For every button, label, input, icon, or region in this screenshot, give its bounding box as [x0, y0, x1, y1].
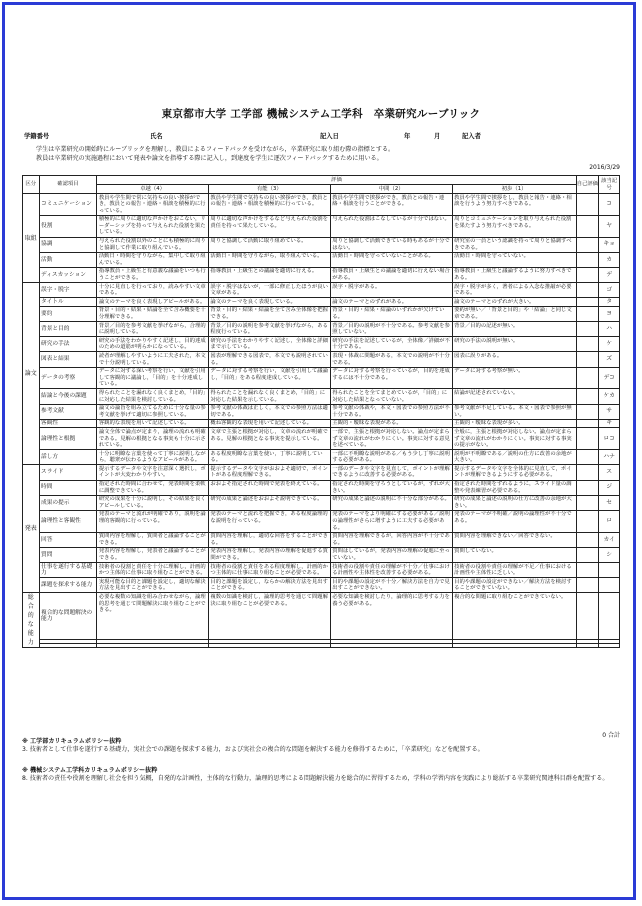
level-2-cell: 得られたことを全てまとめているが，「目的」に対応した結果となっていない。: [330, 389, 452, 404]
level-3-cell: 質問内容を理解し，適切な回答をすることができる。: [208, 532, 330, 547]
self-eval-cell[interactable]: [576, 337, 599, 352]
level-3-cell: [208, 644, 330, 648]
level-1-cell: 技術者の役割や責任の理解が不足／仕事における計画性や主体性に乏しい。: [452, 563, 576, 578]
level-4-cell: データに対する深い考察を行い，文献を引用して客観的に議論し，「目的」を十分達成している。: [97, 367, 209, 389]
item-cell: 回答: [39, 532, 97, 547]
level-2-cell: 研究の成果と論述の説明に不十分な部分がある。: [330, 495, 452, 510]
rubric-body: [23, 194, 620, 648]
self-eval-cell[interactable]: [576, 298, 599, 307]
self-eval-cell[interactable]: [576, 547, 599, 562]
level-4-cell: 読者が理解しやすいように工夫された，本文で十分説明している。: [97, 352, 209, 367]
level-1-cell: [452, 644, 576, 648]
level-2-cell: 参考文献の体裁や，本文・図表での参照方法が不十分である。: [330, 404, 452, 419]
level-3-cell: 研究の手法をわかりやすく記述し，全体像と詳細まで示している。: [208, 337, 330, 352]
item-cell: データの考察: [39, 367, 97, 389]
intro-text: [36, 146, 616, 163]
level-1-cell: 論文のテーマとのずれが大きい。: [452, 298, 576, 307]
level-2-cell: 与えられた役割はこなしているが十分ではない。: [330, 215, 452, 237]
level-4-cell: 研究の手法をわかりやすく記述し，目的達成のための道筋が明らかになっている。: [97, 337, 209, 352]
page-title: 東京都市大学 工学部 機械システム工学科 卒業研究ルーブリック: [161, 108, 481, 120]
level-4-cell: 論文全体で論点が定まり，論理の流れも明確である。見解の根拠となる事実も十分に示されている。: [97, 428, 209, 450]
level-2-cell: 周りと協調して活動できている時もあるが十分ではない。: [330, 237, 452, 252]
level-1-cell: データに対する考察が無い。: [452, 367, 576, 389]
header-item: 確認項目: [39, 176, 97, 194]
self-eval-cell[interactable]: [576, 419, 599, 428]
level-2-cell: 技術者の役割や責任の理解が不十分／仕事における計画性や主体性を改善する必要がある。: [330, 563, 452, 578]
item-cell: 結論と今後の課題: [39, 389, 97, 404]
rubric-row: [23, 267, 620, 282]
level-3-cell: 活動日・時間を守りながら，取り組んでいる。: [208, 252, 330, 267]
self-eval-cell[interactable]: [576, 495, 599, 510]
level-3-cell: 発表内容を理解し，発表内容の理解を促進する質問ができる。: [208, 547, 330, 562]
rubric-row: [23, 215, 620, 237]
level-4-cell: 研究の成果を十分に説明し，その結果を良くアピールしている。: [97, 495, 209, 510]
item-cell: コミュニケーション: [39, 194, 97, 216]
item-cell: 複合的な問題解決の能力: [39, 593, 97, 639]
self-eval-cell[interactable]: [576, 215, 599, 237]
level-1-cell: 指導教員・上級生と議論するように努力すべきである。: [452, 267, 576, 282]
level-1-cell: 結論が記述されていない。: [452, 389, 576, 404]
code-cell: ハナ: [599, 450, 620, 465]
level-2-cell: 主観的・曖昧な表現がある。: [330, 419, 452, 428]
level-4-cell: 質問内容を理解し，質問者と議論することができる。: [97, 532, 209, 547]
level-1-cell: 全般に，主張と根拠が対応しない。論点が定まらず文章の流れがわかりにくい。事実に対する事実の提示がない。: [452, 428, 576, 450]
level-2-cell: 表現・体裁に問題がある，本文での説明が不十分である。: [330, 352, 452, 367]
code-cell: ジ: [599, 480, 620, 495]
intro-line: 学生は卒業研究の開始時にルーブリックを理解し，教員によるフィードバックを受けながら，卒業研究に取り組む際の指標とする。: [36, 146, 395, 153]
level-2-cell: 一部で，主張と根拠が対応しない。論点が定まらず文章の流れがわかりにくい。事実に対する意見を述べている。: [330, 428, 452, 450]
header-evaluation: 評価: [97, 176, 576, 185]
level-3-cell: 指導教員・上級生との議論を適切に行える。: [208, 267, 330, 282]
code-cell: デ: [599, 267, 620, 282]
rubric-row: [23, 563, 620, 578]
level-2-cell: 質問はしているが，発表内容の理解の促進に至っていない。: [330, 547, 452, 562]
rubric-row: [23, 404, 620, 419]
rubric-row: [23, 194, 620, 216]
rubric-row: [23, 547, 620, 562]
code-cell: ヤ: [599, 215, 620, 237]
item-cell: [39, 644, 97, 648]
self-eval-cell[interactable]: [576, 367, 599, 389]
rubric-row: [23, 532, 620, 547]
code-cell: ロ: [599, 510, 620, 532]
level-1-cell: 目的や課題の設定ができない／解決方法を検討することができていない。: [452, 578, 576, 593]
code-cell: デコ: [599, 367, 620, 389]
policy-notes: [22, 738, 620, 783]
self-eval-cell[interactable]: [576, 306, 599, 321]
code-cell: ハ: [599, 322, 620, 337]
level-2-cell: 指定された時間を守ろうとしているが，ずれが大きい。: [330, 480, 452, 495]
code-cell: コ: [599, 194, 620, 216]
level-3-cell: 提示するデータや文字がおおよそ適切で，ポイントがある程度理解できる。: [208, 465, 330, 480]
header-level-1: 初歩（1）: [452, 185, 576, 194]
level-1-cell: 説明が不明瞭である／説明の仕方に改善の余地が大きい。: [452, 450, 576, 465]
rubric-row: [23, 252, 620, 267]
level-3-cell: 周りに適切な声かけをするなど与えられた役割を責任を持って果たしている。: [208, 215, 330, 237]
self-eval-cell[interactable]: [576, 322, 599, 337]
level-3-cell: 論文のテーマを良く表現している。: [208, 298, 330, 307]
intro-line: 教員は卒業研究の実施過程において発表や論文を指導する際に記入し，到達度を学生に逐次フィードバックするために用いる。: [36, 154, 383, 162]
self-eval-cell[interactable]: [576, 563, 599, 578]
level-1-cell: 研究の成果と論述の説明の仕方に改善の余地が大きい。: [452, 495, 576, 510]
rubric-row: [23, 495, 620, 510]
self-eval-cell[interactable]: [576, 237, 599, 252]
item-cell: 論理性と客観性: [39, 510, 97, 532]
level-4-cell: 発表のテーマと流れが明確であり，説明を論理的客観的に行っている。: [97, 510, 209, 532]
rubric-row: [23, 510, 620, 532]
code-cell: [599, 563, 620, 578]
year-label: 年: [404, 133, 411, 140]
item-cell: 参考文献: [39, 404, 97, 419]
code-cell: ケカ: [599, 389, 620, 404]
header-self-eval: 自己評価: [576, 176, 599, 194]
rubric-row: [23, 428, 620, 450]
self-eval-cell[interactable]: [576, 428, 599, 450]
header-level-3: 有能（3）: [208, 185, 330, 194]
rubric-row: [23, 283, 620, 298]
item-cell: スライド: [39, 465, 97, 480]
rubric-row: [23, 237, 620, 252]
code-cell: [599, 644, 620, 648]
self-eval-cell[interactable]: [576, 593, 599, 639]
item-cell: 研究の手法: [39, 337, 97, 352]
level-4-cell: 提示するデータや文字を注意深く選択し，ポイントが大変わかりやすい。: [97, 465, 209, 480]
level-4-cell: 指導教員・上級生と有意義な議論をいつも行うことができる。: [97, 267, 209, 282]
code-cell: ス: [599, 465, 620, 480]
item-cell: ディスカッション: [39, 267, 97, 282]
item-cell: 役割: [39, 215, 97, 237]
level-3-cell: データに対する考察を行い，文献を引用して議論し，「目的」をある程度達成している。: [208, 367, 330, 389]
level-4-cell: 積極的に周りに適切な声かけをおこない，リーダーシップを持って与えられた役割を果たしている。: [97, 215, 209, 237]
level-3-cell: 概ね客観的な表現を用いて記述している。: [208, 419, 330, 428]
level-2-cell: データに対する考察を行っているが，目的を達成するには不十分である。: [330, 367, 452, 389]
level-4-cell: 活動日・時間を守りながら，集中して取り組んでいる。: [97, 252, 209, 267]
page-frame: [2, 2, 636, 900]
rubric-row: [23, 450, 620, 465]
policy1-text: 3. 技術者として仕事を遂行する基礎力，実社会での課題を探求する能力，および実社会の複合的な問題を解決する能力を修得するために，「卒業研究」などを配置する。: [22, 746, 484, 753]
category-cell: 発表: [23, 465, 40, 593]
code-cell: シ: [599, 547, 620, 562]
document-date: 2016/3/29: [589, 164, 620, 171]
level-4-cell: 発表内容を理解し，発表者と議論することができる。: [97, 547, 209, 562]
rubric-row: [23, 337, 620, 352]
rubric-row: [23, 593, 620, 639]
month-label: 月: [434, 133, 441, 140]
code-cell: [599, 578, 620, 593]
item-cell: 図表と結果: [39, 352, 97, 367]
rubric-row: [23, 306, 620, 321]
self-eval-cell[interactable]: [576, 480, 599, 495]
level-4-cell: 技術者の役割と責任を十分に理解し，計画的かつ主体的に仕事に取り組むことができる。: [97, 563, 209, 578]
code-cell: サ: [599, 404, 620, 419]
rubric-row: [23, 644, 620, 648]
code-cell: カ: [599, 252, 620, 267]
level-1-cell: 図表に誤りがある。: [452, 352, 576, 367]
level-2-cell: 背景・目的・結果・結論のいずれかが欠けている。: [330, 306, 452, 321]
code-cell: キョ: [599, 237, 620, 252]
item-cell: 論理性と根拠: [39, 428, 97, 450]
code-cell: ロコ: [599, 428, 620, 450]
level-3-cell: 教員や学生間で気持ちの良い挨拶ができ，教員との報告・連絡・相談を積極的に行っている。: [208, 194, 330, 216]
level-2-cell: 必要な知識を検討したり，論理的に思考する力を養う必要がある。: [330, 593, 452, 639]
category-cell: 取組: [23, 194, 40, 283]
code-cell: タ: [599, 298, 620, 307]
level-2-cell: [330, 644, 452, 648]
level-4-cell: 十分に見直しを行っており，読みやすい文章である。: [97, 283, 209, 298]
code-cell: カイ: [599, 532, 620, 547]
level-4-cell: 背景／目的を参考文献を挙げながら，合理的に説明している。: [97, 322, 209, 337]
level-4-cell: 必要な複数の知識を組み合わせながら，論理的思考を通じて問題解決に取り組むことができる。: [97, 593, 209, 639]
self-eval-cell[interactable]: [576, 404, 599, 419]
code-cell: [599, 593, 620, 639]
self-eval-cell[interactable]: [576, 644, 599, 648]
self-eval-cell[interactable]: [576, 194, 599, 216]
name-label: 氏名: [150, 133, 163, 140]
level-4-cell: 論文のテーマを良く表現しアピールがある。: [97, 298, 209, 307]
level-3-cell: 背景・目的・結果・結論を全て含み全体像を把握できる。: [208, 306, 330, 321]
item-cell: 誤字・脱字: [39, 283, 97, 298]
header-category: 区分: [23, 176, 40, 194]
policy1-heading: ※ 工学部カリキュラムポリシー抜粋: [22, 738, 122, 745]
self-eval-cell[interactable]: [576, 578, 599, 593]
writer-label: 記入者: [462, 133, 481, 140]
self-eval-cell[interactable]: [576, 510, 599, 532]
level-3-cell: 参考文献の体裁は正しく，本文での参照方法は適切である。: [208, 404, 330, 419]
item-cell: 時間: [39, 480, 97, 495]
level-1-cell: 研究の手法の説明が無い。: [452, 337, 576, 352]
rubric-row: [23, 465, 620, 480]
level-3-cell: 発表のテーマと流れを把握でき，ある程度論理的な説明を行っている。: [208, 510, 330, 532]
level-4-cell: 実現可能な目的と課題を設定し，適切な解決方法を見出すことができる。: [97, 578, 209, 593]
level-2-cell: 指導教員・上級生との議論を適切に行えない場合がある。: [330, 267, 452, 282]
level-1-cell: 教員や学生間で挨拶をし，教員と報告・連絡・相談を行うよう努力すべきである。: [452, 194, 576, 216]
level-4-cell: 客観的な表現を用いて記述している。: [97, 419, 209, 428]
level-1-cell: 誤字・脱字が多く，著者による入念な推敲が必要である。: [452, 283, 576, 298]
level-1-cell: 提示するデータや文字を全体的に見直して，ポイントが理解できるようにする必要がある。: [452, 465, 576, 480]
level-4-cell: 指定された時間に合わせて，発表時間を柔軟に調整できている。: [97, 480, 209, 495]
level-3-cell: ある程度明瞭な言葉を使い，丁寧に説明している。: [208, 450, 330, 465]
level-3-cell: 背景／目的の説明を参考文献を挙げながら，ある程度行っている。: [208, 322, 330, 337]
category-cell: 論文: [23, 283, 40, 465]
level-2-cell: 背景／目的の説明が不十分である。参考文献を参照していない。: [330, 322, 452, 337]
level-4-cell: 背景・目的・結果・結論を全て含み概要を十分理解できる。: [97, 306, 209, 321]
header-level-4: 卓越（4）: [97, 185, 209, 194]
meta-line: [22, 131, 620, 143]
level-1-cell: 背景／目的の記述が無い。: [452, 322, 576, 337]
code-cell: ヨ: [599, 306, 620, 321]
level-1-cell: 質問内容を理解できない／回答できない。: [452, 532, 576, 547]
level-3-cell: おおよそ指定された時間で発表を終えている。: [208, 480, 330, 495]
code-cell: キ: [599, 419, 620, 428]
code-cell: ケ: [599, 337, 620, 352]
rubric-row: [23, 389, 620, 404]
level-2-cell: 研究の手法を記述しているが，全体像／詳細が不十分である。: [330, 337, 452, 352]
item-cell: 活動: [39, 252, 97, 267]
total-score: 0 合計: [602, 732, 620, 739]
policy2-heading: ※ 機械システム工学科カリキュラムポリシー抜粋: [22, 767, 158, 774]
item-cell: 客観性: [39, 419, 97, 428]
level-1-cell: 参考文献が不足している。本文・図表で参照が無い。: [452, 404, 576, 419]
item-cell: 成果の提示: [39, 495, 97, 510]
level-1-cell: 研究室の一員という認識を持って周りと協調すべきである。: [452, 237, 576, 252]
level-1-cell: 質問していない。: [452, 547, 576, 562]
item-cell: 質問: [39, 547, 97, 562]
code-cell: ズ: [599, 352, 620, 367]
self-eval-cell[interactable]: [576, 252, 599, 267]
item-cell: 仕事を遂行する基礎力: [39, 563, 97, 578]
rubric-row: [23, 322, 620, 337]
entry-date-label: 記入日: [320, 133, 339, 140]
level-1-cell: 発表のテーマが不明確／説明の論理性が不十分である。: [452, 510, 576, 532]
header-code: 該当記号: [599, 176, 620, 194]
item-cell: 背景と目的: [39, 322, 97, 337]
rubric-row: [23, 578, 620, 593]
rubric-row: [23, 419, 620, 428]
level-4-cell: [97, 644, 209, 648]
item-cell: 課題を探求する能力: [39, 578, 97, 593]
rubric-table: [22, 175, 620, 648]
level-4-cell: 論文の論旨を組み立てるために十分な量の参考文献を挙げて適切に参照している。: [97, 404, 209, 419]
level-1-cell: 活動日・時間を守っていない。: [452, 252, 576, 267]
item-cell: タイトル: [39, 298, 97, 307]
level-2-cell: 一部のデータや文字を見直して，ポイントが理解できるように改善する必要がある。: [330, 465, 452, 480]
level-3-cell: 誤字・脱字はないが，一部に修正したほうが良い文章がある。: [208, 283, 330, 298]
level-3-cell: 技術者の役割と責任をある程度理解し，計画的かつ主体的に仕事に取り組むことが必要である。: [208, 563, 330, 578]
code-cell: ゴ: [599, 283, 620, 298]
self-eval-cell[interactable]: [576, 283, 599, 298]
category-cell: 総合的な能力: [23, 593, 40, 648]
code-cell: セ: [599, 495, 620, 510]
self-eval-cell[interactable]: [576, 352, 599, 367]
level-2-cell: 質問内容を理解できるが，回答内容が不十分である。: [330, 532, 452, 547]
level-2-cell: 目的や課題の設定が不十分／解決方法を自力で見出すことができない。: [330, 578, 452, 593]
level-1-cell: 主観的・曖昧な表現が多い。: [452, 419, 576, 428]
item-cell: 話し方: [39, 450, 97, 465]
rubric-row: [23, 298, 620, 307]
level-1-cell: 指定された時間をずれるように，スライド量の調整や発表練習が必要である。: [452, 480, 576, 495]
level-2-cell: 論文のテーマとのずれがある。: [330, 298, 452, 307]
level-4-cell: 教員や学生間で常に気持ちの良い挨拶ができ，教員との報告・連絡・相談を積極的に行っている。: [97, 194, 209, 216]
header-level-2: 中間（2）: [330, 185, 452, 194]
level-3-cell: 得られたことを漏れなく良くまとめ，「目的」に対応した結果を示している。: [208, 389, 330, 404]
self-eval-cell[interactable]: [576, 465, 599, 480]
item-cell: 要約: [39, 306, 97, 321]
rubric-row: [23, 367, 620, 389]
self-eval-cell[interactable]: [576, 450, 599, 465]
level-3-cell: 図表が理解できる図表で，本文でも説明されている。: [208, 352, 330, 367]
level-3-cell: 周りと協調して活動に取り組めている。: [208, 237, 330, 252]
student-id-label: 学籍番号: [24, 133, 50, 140]
level-4-cell: 十分に明瞭な言葉を使って丁寧に説明しながら，聴衆が伝わるようなアピールがある。: [97, 450, 209, 465]
policy2-text: 8. 技術者の責任や役割を理解し社会を担う気概，自発的な計画性，主体的な行動力，論理的思考による問題解決能力を総合的に習得するため，学科の学習内容を実践により総括する卒業研究関連科目群を配置する。: [22, 775, 609, 782]
level-3-cell: 研究の成果と論述をおおよそ説明できている。: [208, 495, 330, 510]
level-3-cell: 複数の知識を検討し，論理的思考を通じて問題解決に取り組むことが必要である。: [208, 593, 330, 639]
level-2-cell: 一部に不明瞭な説明がある／もう少し丁寧に説明する必要がある。: [330, 450, 452, 465]
level-2-cell: 活動日・時間を守っていないことがある。: [330, 252, 452, 267]
level-1-cell: 要約が無い／「背景と目的」や「結論」と同じ文章である。: [452, 306, 576, 321]
item-cell: 協調: [39, 237, 97, 252]
level-2-cell: 発表のテーマをより明確にする必要がある／説明の論理性がさらに増すように工夫する必要がある。: [330, 510, 452, 532]
level-3-cell: 文章で主張と根拠が対応し，文章の流れが明確である。見解の根拠となる事実を提示している。: [208, 428, 330, 450]
self-eval-cell[interactable]: [576, 532, 599, 547]
level-4-cell: 得られたことを漏れなく良くまとめ，「目的」に対応した結果を検討している。: [97, 389, 209, 404]
level-3-cell: 目的と課題を設定し，ならかの解決方法を見出すことができる。: [208, 578, 330, 593]
level-2-cell: 教員や学生間で挨拶ができ，教員との報告・連絡・相談を行うことができる。: [330, 194, 452, 216]
level-2-cell: 誤字・脱字がある。: [330, 283, 452, 298]
level-1-cell: 周りとコミュニケーションを取り与えられた役割を果たすよう努力すべきである。: [452, 215, 576, 237]
rubric-row: [23, 352, 620, 367]
self-eval-cell[interactable]: [576, 267, 599, 282]
level-4-cell: 与えられた役割以外のことにも積極的に周りと協調して作業に取り組んでいる。: [97, 237, 209, 252]
self-eval-cell[interactable]: [576, 389, 599, 404]
rubric-row: [23, 480, 620, 495]
level-1-cell: 複合的な問題に取り組むことができていない。: [452, 593, 576, 639]
